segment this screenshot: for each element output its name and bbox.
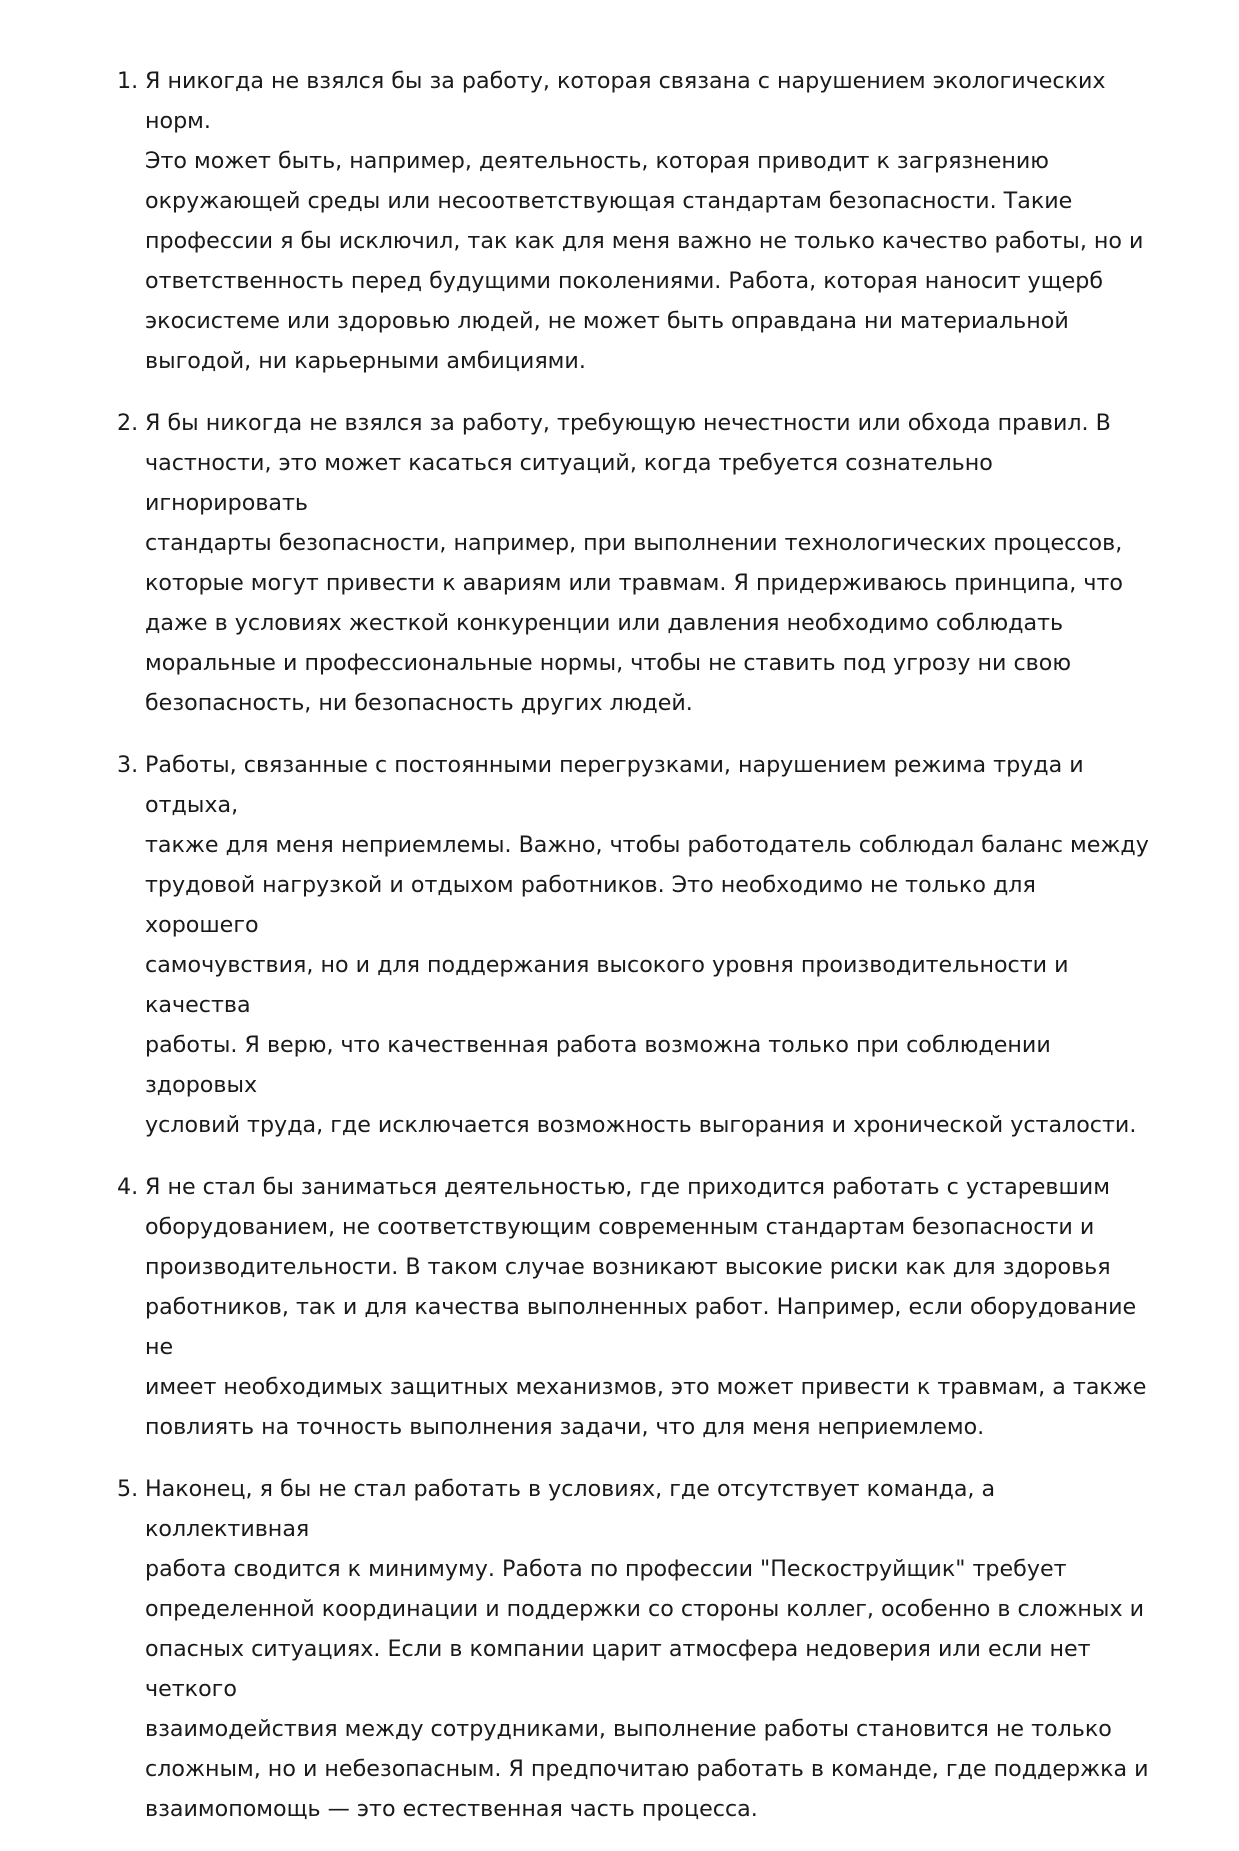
- list-number: 2.: [117, 410, 139, 436]
- list-item: [117, 1167, 1155, 1447]
- text-line: моральные и профессиональные нормы, чтобы не ставить под угрозу ни свою: [145, 650, 1071, 676]
- text-line: частности, это может касаться ситуаций, когда требуется сознательно игнорировать: [145, 450, 993, 516]
- text-line: безопасность, ни безопасность других людей.: [145, 690, 693, 716]
- text-line: экосистеме или здоровью людей, не может быть оправдана ни материальной: [145, 308, 1069, 334]
- text-line: повлиять на точность выполнения задачи, что для меня неприемлемо.: [145, 1414, 985, 1440]
- text-line: Работы, связанные с постоянными перегрузками, нарушением режима труда и отдыха,: [145, 752, 1084, 818]
- text-line: опасных ситуациях. Если в компании царит атмосфера недоверия или если нет четкого: [145, 1636, 1091, 1702]
- list-number: 5.: [117, 1476, 139, 1502]
- text-line: Я не стал бы заниматься деятельностью, где приходится работать с устаревшим: [145, 1174, 1110, 1200]
- list-number: 4.: [117, 1174, 139, 1200]
- paragraph: [145, 1469, 1155, 1829]
- paragraph: [145, 1167, 1155, 1447]
- text-line: также для меня неприемлемы. Важно, чтобы работодатель соблюдал баланс между: [145, 832, 1149, 858]
- text-line: выгодой, ни карьерными амбициями.: [145, 348, 586, 374]
- text-line: окружающей среды или несоответствующая стандартам безопасности. Такие: [145, 188, 1073, 214]
- text-line: стандарты безопасности, например, при выполнении технологических процессов,: [145, 530, 1123, 556]
- text-line: работа сводится к минимуму. Работа по профессии "Пескоструйщик" требует: [145, 1556, 1067, 1582]
- list-item: [117, 745, 1155, 1145]
- text-line: которые могут привести к авариям или травмам. Я придерживаюсь принципа, что: [145, 570, 1123, 596]
- list-number: 3.: [117, 752, 139, 778]
- text-line: работников, так и для качества выполненных работ. Например, если оборудование не: [145, 1294, 1137, 1360]
- text-line: определенной координации и поддержки со стороны коллег, особенно в сложных и: [145, 1596, 1145, 1622]
- text-line: взаимодействия между сотрудниками, выполнение работы становится не только: [145, 1716, 1112, 1742]
- text-line: Наконец, я бы не стал работать в условиях, где отсутствует команда, а коллективная: [145, 1476, 996, 1542]
- paragraph: [145, 61, 1155, 381]
- list-number: 1.: [117, 68, 139, 94]
- list-item: [117, 1469, 1155, 1829]
- paragraph: [145, 745, 1155, 1145]
- text-line: производительности. В таком случае возникают высокие риски как для здоровья: [145, 1254, 1111, 1280]
- numbered-list: [117, 61, 1155, 1851]
- text-line: Это может быть, например, деятельность, которая приводит к загрязнению: [145, 148, 1049, 174]
- text-line: работы. Я верю, что качественная работа возможна только при соблюдении здоровых: [145, 1032, 1051, 1098]
- text-line: Я никогда не взялся бы за работу, которая связана с нарушением экологических норм.: [145, 68, 1106, 134]
- text-line: трудовой нагрузкой и отдыхом работников. Это необходимо не только для хорошего: [145, 872, 1036, 938]
- paragraph: [145, 403, 1155, 723]
- text-line: сложным, но и небезопасным. Я предпочитаю работать в команде, где поддержка и: [145, 1756, 1149, 1782]
- text-line: оборудованием, не соответствующим современным стандартам безопасности и: [145, 1214, 1095, 1240]
- text-line: Я бы никогда не взялся за работу, требующую нечестности или обхода правил. В: [145, 410, 1111, 436]
- text-line: имеет необходимых защитных механизмов, это может привести к травмам, а также: [145, 1374, 1147, 1400]
- text-line: взаимопомощь — это естественная часть процесса.: [145, 1796, 758, 1822]
- text-line: самочувствия, но и для поддержания высокого уровня производительности и качества: [145, 952, 1069, 1018]
- text-line: ответственность перед будущими поколениями. Работа, которая наносит ущерб: [145, 268, 1104, 294]
- list-item: [117, 403, 1155, 723]
- list-item: [117, 61, 1155, 381]
- text-line: условий труда, где исключается возможность выгорания и хронической усталости.: [145, 1112, 1137, 1138]
- text-line: даже в условиях жесткой конкуренции или давления необходимо соблюдать: [145, 610, 1064, 636]
- text-line: профессии я бы исключил, так как для меня важно не только качество работы, но и: [145, 228, 1144, 254]
